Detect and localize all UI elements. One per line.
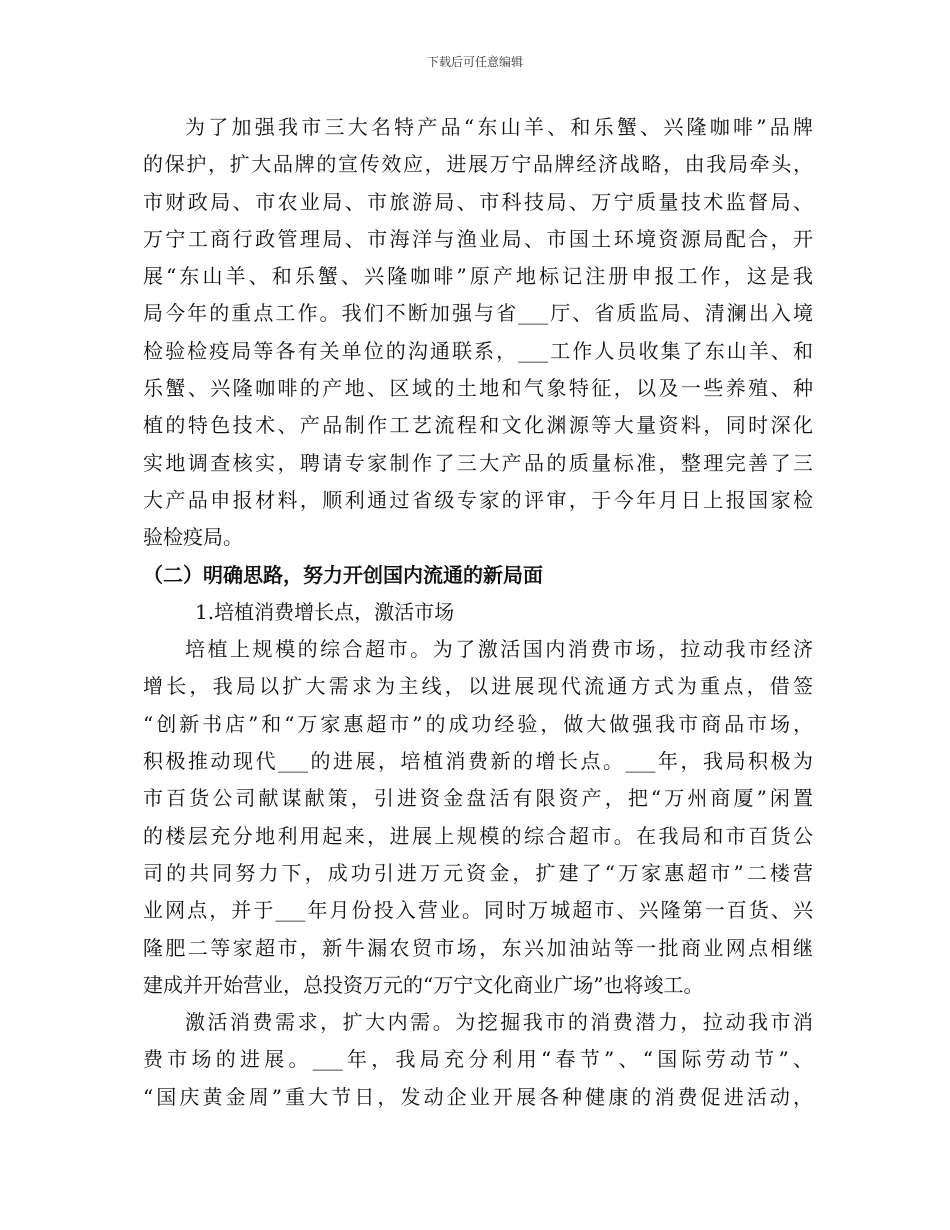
text-line: “创新书店”和“万家惠超市”的成功经验，做大做强我市商品市场， [143,711,813,736]
text-line: 积极推动现代___的进展，培植消费新的增长点。___年，我局积极为 [143,749,813,774]
text-line: 乐蟹、兴隆咖啡的产地、区域的土地和气象特征，以及一些养殖、种 [143,376,813,401]
text-line: 培植上规模的综合超市。为了激活国内消费市场，拉动我市经济 [185,637,813,662]
text-line: 费市场的进展。___年，我局充分利用“春节”、“国际劳动节”、 [143,1047,813,1072]
text-line: 展“东山羊、和乐蟹、兴隆咖啡”原产地标记注册申报工作，这是我 [143,264,813,289]
text-line: 植的特色技术、产品制作工艺流程和文化渊源等大量资料，同时深化 [143,413,813,438]
text-line: 实地调查核实，聘请专家制作了三大产品的质量标准，整理完善了三 [143,450,813,475]
text-line: 隆肥二等家超市，新牛漏农贸市场，东兴加油站等一批商业网点相继 [143,935,813,960]
text-line: 的楼层充分地利用起来，进展上规模的综合超市。在我局和市百货公 [143,823,813,848]
text-line: 万宁工商行政管理局、市海洋与渔业局、市国土环境资源局配合，开 [143,226,813,251]
text-line: 的保护，扩大品牌的宣传效应，进展万宁品牌经济战略，由我局牵头， [143,152,813,177]
text-line: “国庆黄金周”重大节日，发动企业开展各种健康的消费促进活动， [143,1084,813,1109]
document-body [143,109,813,1116]
text-line: 增长，我局以扩大需求为主线，以进展现代流通方式为重点，借签 [143,674,813,699]
text-line: 大产品申报材料，顺利通过省级专家的评审，于今年月日上报国家检 [143,487,813,512]
text-line: 市百货公司献谋献策，引进资金盘活有限资产，把“万州商厦”闲置 [143,786,813,811]
text-line: 司的共同努力下，成功引进万元资金，扩建了“万家惠超市”二楼营 [143,860,813,885]
section-heading: （二）明确思路，努力开创国内流通的新局面 [143,562,543,587]
text-line: 业网点，并于___年月份投入营业。同时万城超市、兴隆第一百货、兴 [143,898,813,923]
text-line: 激活消费需求，扩大内需。为挖掘我市的消费潜力，拉动我市消 [185,1010,813,1035]
text-line: 局今年的重点工作。我们不断加强与省___厅、省质监局、清澜出入境 [143,301,813,326]
text-line: 建成并开始营业，总投资万元的“万宁文化商业广场”也将竣工。 [143,972,704,997]
text-line: 验检疫局。 [143,525,243,550]
text-line: 为了加强我市三大名特产品“东山羊、和乐蟹、兴隆咖啡”品牌 [185,115,813,139]
page-header: 下载后可任意编辑 [426,55,523,69]
text-line: 市财政局、市农业局、市旅游局、市科技局、万宁质量技术监督局、 [143,189,813,214]
text-line: 1.培植消费增长点，激活市场 [195,599,455,624]
text-line: 检验检疫局等各有关单位的沟通联系，___工作人员收集了东山羊、和 [143,338,813,363]
